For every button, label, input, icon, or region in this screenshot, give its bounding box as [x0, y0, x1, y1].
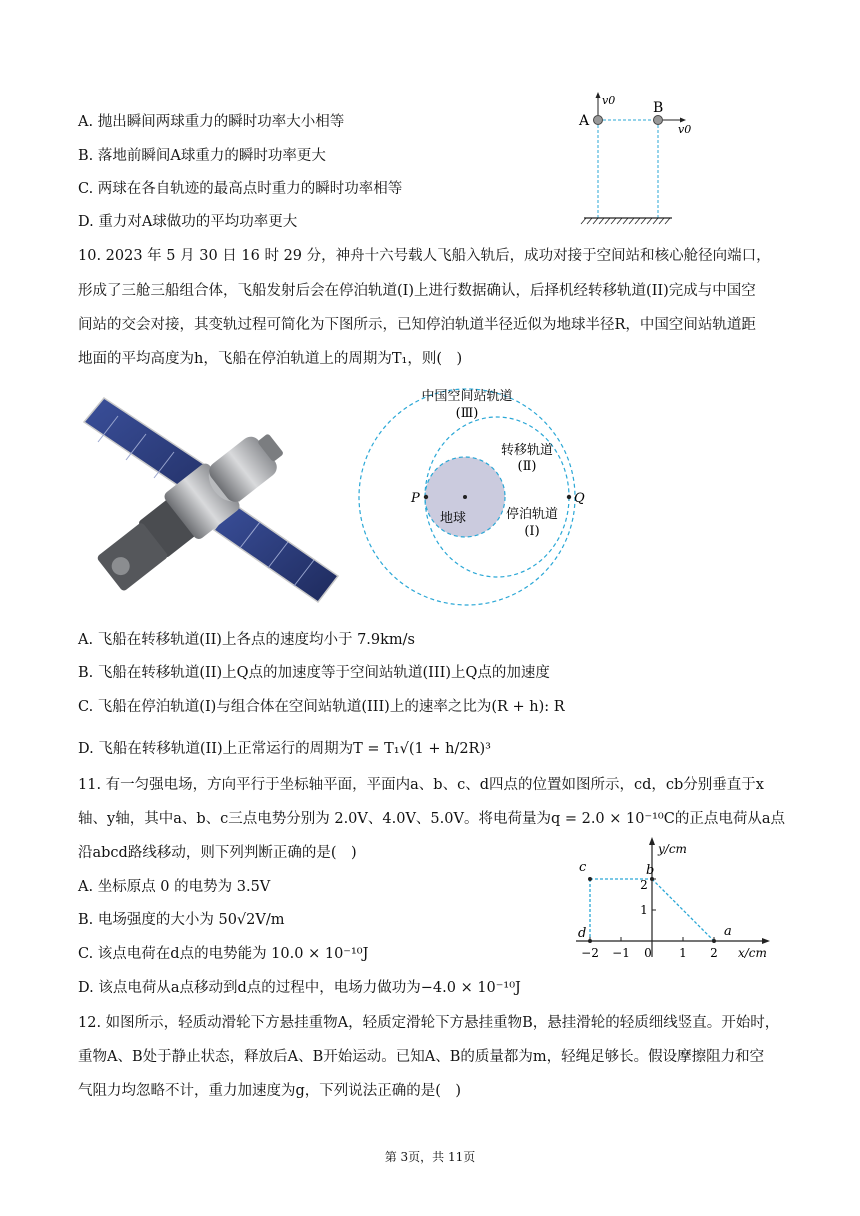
point-d-label: d — [578, 926, 587, 941]
q11-stem-line1: 11. 有一匀强电场，方向平行于坐标轴平面，平面内a、b、c、d四点的位置如图所示，cd，cb分别垂直于x — [78, 777, 764, 793]
q9-option-a: A. 抛出瞬间两球重力的瞬时功率大小相等 — [78, 114, 345, 130]
orbit3-title: 中国空间站轨道 — [421, 389, 513, 404]
q10-stem-line1: 10. 2023 年 5 月 30 日 16 时 29 分，神舟十六号载人飞船入轨后，成功对接于空间站和核心舱径向端口， — [78, 248, 771, 264]
q10-option-b: B. 飞船在转移轨道(II)上Q点的加速度等于空间站轨道(III)上Q点的加速度 — [78, 665, 550, 681]
orbit2-title: 转移轨道 — [500, 443, 554, 458]
q11-stem-line2: 轴、y轴，其中a、b、c三点电势分别为 2.0V、4.0V、5.0V。将电荷量为q = 2.0 × 10⁻¹⁰C的正点电荷从a点 — [78, 811, 785, 827]
v0-right-label: v0 — [678, 123, 692, 136]
orbit2-number: (Ⅱ) — [517, 459, 537, 474]
y-axis-label: y/cm — [658, 842, 687, 856]
x-tick-2: 2 — [710, 946, 718, 960]
q11-option-c: C. 该点电荷在d点的电势能为 10.0 × 10⁻¹⁰J — [78, 946, 369, 962]
q9-option-d: D. 重力对A球做功的平均功率更大 — [78, 214, 298, 230]
x-tick-0: 0 — [644, 946, 652, 960]
point-p-label: P — [411, 491, 420, 506]
q12-stem-line2: 重物A、B处于静止状态，释放后A、B开始运动。已知A、B的质量都为m，轻绳足够长。假设摩擦阻力和空 — [78, 1049, 765, 1065]
point-q-label: Q — [574, 491, 585, 506]
orbit1-title: 停泊轨道 — [505, 507, 559, 522]
q10-stem-line4: 地面的平均高度为h，飞船在停泊轨道上的周期为T₁，则( ) — [78, 351, 463, 367]
spacecraft-image — [76, 380, 340, 616]
q12-stem-line1: 12. 如图所示，轻质动滑轮下方悬挂重物A，轻质定滑轮下方悬挂重物B，悬挂滑轮的轻质细线竖直。开始时， — [78, 1015, 780, 1031]
q11-option-d: D. 该点电荷从a点移动到d点的过程中，电场力做功为−4.0 × 10⁻¹⁰J — [78, 980, 521, 996]
x-tick-neg1: −1 — [612, 946, 630, 960]
q9-option-b: B. 落地前瞬间A球重力的瞬时功率更大 — [78, 148, 326, 164]
q9-projectile-figure — [570, 90, 700, 230]
x-tick-neg2: −2 — [581, 946, 599, 960]
q10-stem-line3: 间站的交会对接，其变轨过程可简化为下图所示，已知停泊轨道半径近似为地球半径R，中国空间站轨道距 — [78, 317, 756, 333]
point-c-label: c — [579, 860, 587, 875]
q9-option-c: C. 两球在各自轨迹的最高点时重力的瞬时功率相等 — [78, 181, 403, 197]
q10-stem-line2: 形成了三舱三船组合体，飞船发射后会在停泊轨道(I)上进行数据确认，后择机经转移轨道(II)完成与中国空 — [78, 283, 756, 299]
y-tick-2: 2 — [640, 878, 648, 892]
page-number-footer: 第 3页，共 11页 — [384, 1150, 476, 1164]
coordinate-graph — [568, 833, 778, 963]
orbit-diagram — [355, 370, 605, 626]
q10-option-a: A. 飞船在转移轨道(II)上各点的速度均小于 7.9km/s — [78, 632, 415, 648]
q11-stem-line3: 沿abcd路线移动，则下列判断正确的是( ) — [78, 845, 357, 861]
q10-option-d: D. 飞船在转移轨道(II)上正常运行的周期为T = T₁√(1 + h/2R)³ — [78, 741, 491, 757]
point-a-label: a — [724, 924, 732, 939]
y-tick-1: 1 — [640, 903, 648, 917]
orbit1-number: (Ⅰ) — [524, 524, 540, 539]
q10-option-c: C. 飞船在停泊轨道(I)与组合体在空间站轨道(III)上的速率之比为(R + h): R — [78, 699, 565, 715]
q12-stem-line3: 气阻力均忽略不计，重力加速度为g，下列说法正确的是( ) — [78, 1083, 462, 1099]
point-b-label: b — [646, 863, 655, 878]
q11-option-b: B. 电场强度的大小为 50√2V/m — [78, 912, 285, 928]
x-axis-label: x/cm — [738, 946, 767, 960]
ball-a-label: A — [579, 113, 590, 129]
earth-label: 地球 — [439, 511, 467, 526]
orbit3-number: (Ⅲ) — [455, 406, 479, 421]
q11-option-a: A. 坐标原点 0 的电势为 3.5V — [78, 879, 271, 895]
v0-up-label: v0 — [602, 94, 616, 107]
ball-b-label: B — [653, 100, 664, 116]
x-tick-1: 1 — [679, 946, 687, 960]
